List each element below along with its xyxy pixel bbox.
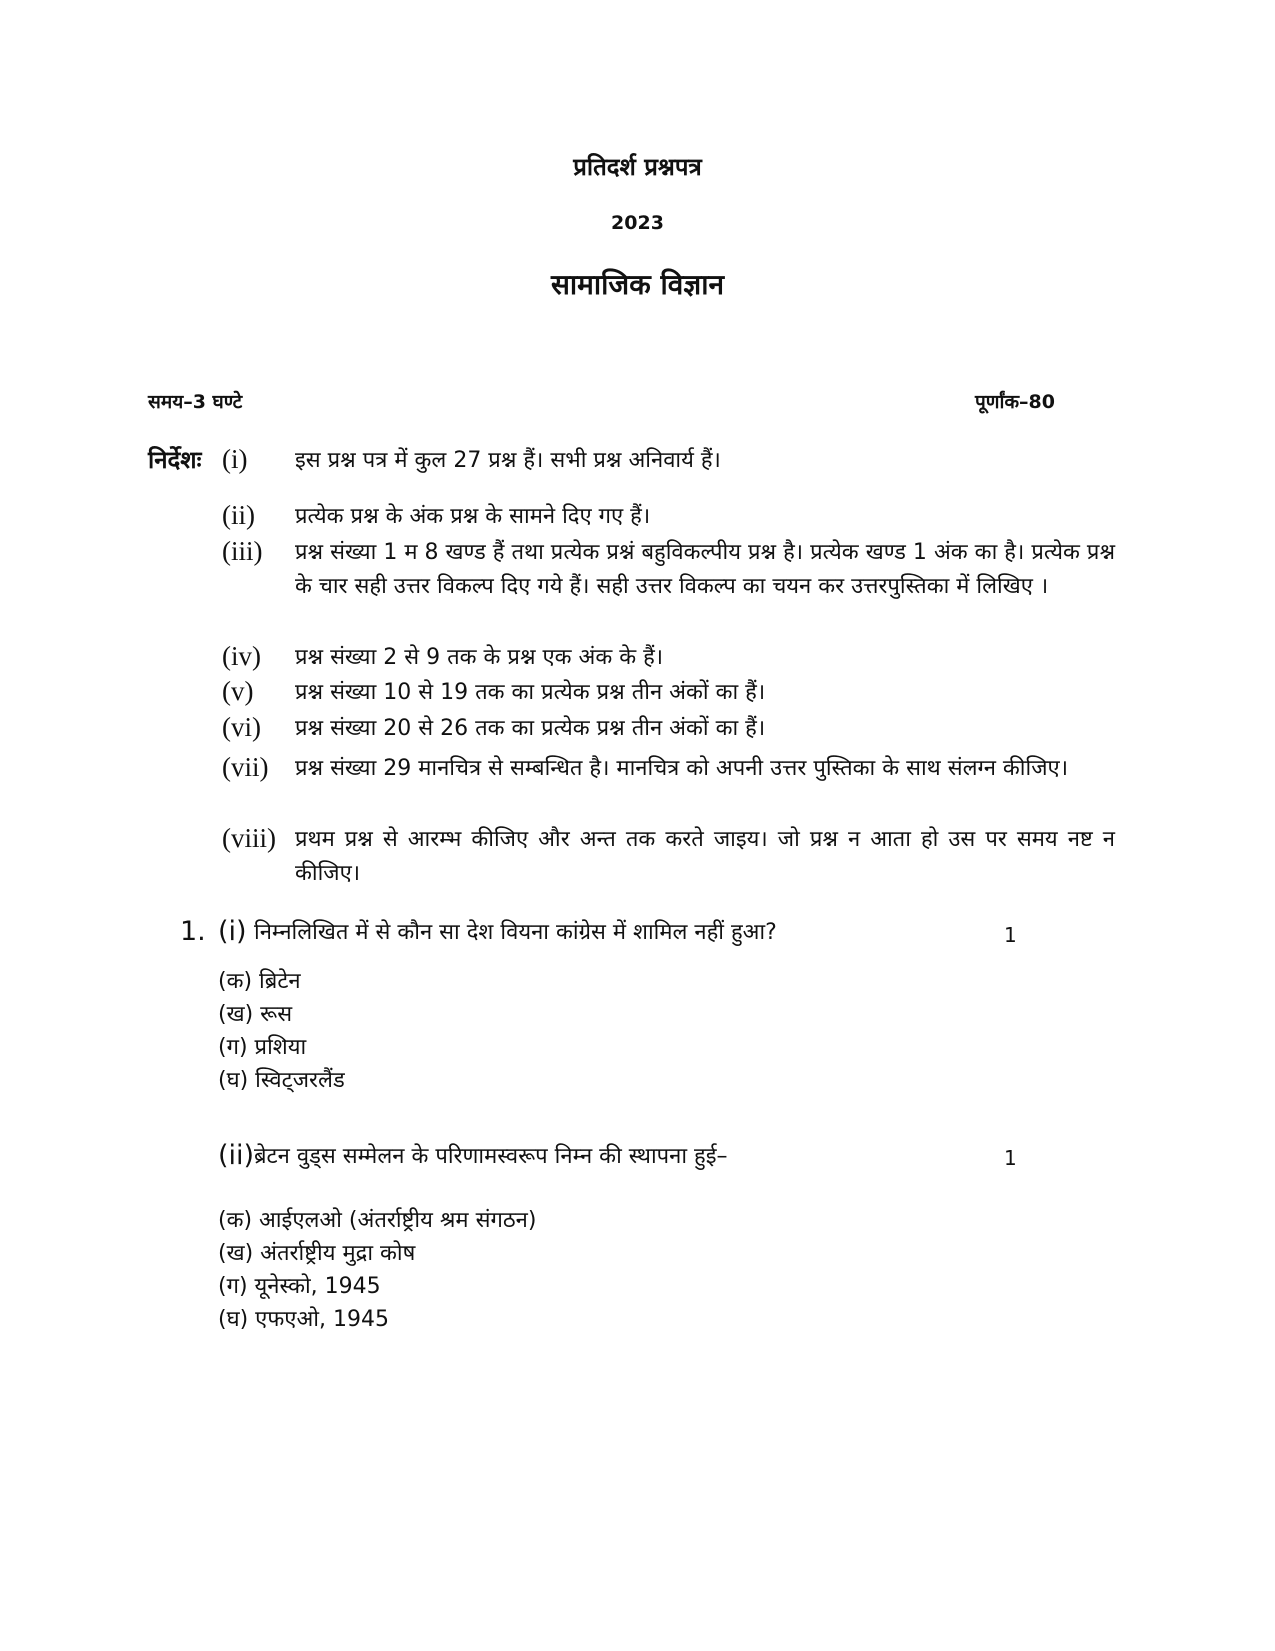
option: (ख) रूस	[218, 1002, 293, 1027]
option: (क) ब्रिटेन	[218, 969, 301, 994]
instruction-number: (vi)	[222, 712, 261, 742]
option: (क) आईएलओ (अंतर्राष्ट्रीय श्रम संगठन)	[218, 1208, 537, 1233]
instruction-text: प्रत्येक प्रश्न के अंक प्रश्न के सामने दिए गए हैं।	[295, 504, 651, 529]
paper-title: प्रतिदर्श प्रश्नपत्र	[573, 153, 702, 181]
option: (ग) प्रशिया	[218, 1035, 307, 1060]
question-text: निम्नलिखित में से कौन सा देश वियना कांग्रेस में शामिल नहीं हुआ?	[254, 920, 777, 945]
instruction-text: प्रश्न संख्या 20 से 26 तक का प्रत्येक प्रश्न तीन अंकों का हैं।	[295, 716, 766, 741]
instruction-text: इस प्रश्न पत्र में कुल 27 प्रश्न हैं। सभी प्रश्न अनिवार्य हैं।	[295, 448, 721, 473]
instruction-number: (i)	[222, 444, 248, 474]
instruction-text: प्रश्न संख्या 29 मानचित्र से सम्बन्धित है। मानचित्र को अपनी उत्तर पुस्तिका के साथ संलग्न कीजिए।	[295, 756, 1069, 781]
question-text: ब्रेटन वुड्स सम्मेलन के परिणामस्वरूप निम्न की स्थापना हुई–	[254, 1144, 728, 1169]
option: (ग) यूनेस्को, 1945	[218, 1274, 381, 1299]
option: (घ) स्विट्जरलैंड	[218, 1068, 345, 1093]
question-marks: 1	[1004, 923, 1017, 947]
option: (घ) एफएओ, 1945	[218, 1307, 389, 1332]
paper-subject: सामाजिक विज्ञान	[550, 268, 725, 301]
question-part-label: (ii)	[218, 1140, 255, 1171]
instruction-number: (vii)	[222, 752, 269, 782]
maximum-marks: पूर्णांक–80	[975, 391, 1055, 413]
instruction-text: प्रश्न संख्या 2 से 9 तक के प्रश्न एक अंक के हैं।	[295, 645, 664, 670]
instruction-text: प्रश्न संख्या 10 से 19 तक का प्रत्येक प्रश्न तीन अंकों का हैं।	[295, 680, 766, 705]
question-part-label: (i)	[218, 916, 247, 947]
time-allowed: समय–3 घण्टे	[148, 391, 243, 413]
instruction-text: प्रश्न संख्या 1 म 8 खण्ड हैं तथा प्रत्येक प्रश्नं बहुविकल्पीय प्रश्न है। प्रत्येक खण्ड 1 अंक का है। प्रत्येक प्रश्न के चार सही उत्तर विकल्प दिए गये हैं। सही उत्तर विकल्प का चयन कर उत्तरपुस्तिका में लिखिए ।	[295, 540, 1115, 599]
question-number: 1.	[180, 916, 206, 947]
instruction-number: (iv)	[222, 641, 261, 671]
instruction-number: (v)	[222, 676, 254, 706]
instruction-number: (iii)	[222, 536, 263, 566]
option: (ख) अंतर्राष्ट्रीय मुद्रा कोष	[218, 1241, 416, 1266]
instructions-label: निर्देशः	[148, 446, 202, 474]
instruction-text: प्रथम प्रश्न से आरम्भ कीजिए और अन्त तक करते जाइय। जो प्रश्न न आता हो उस पर समय नष्ट न कीजिए।	[295, 827, 1115, 886]
instruction-number: (viii)	[222, 823, 276, 853]
instruction-number: (ii)	[222, 500, 255, 530]
paper-year: 2023	[611, 212, 664, 234]
question-marks: 1	[1004, 1146, 1017, 1170]
